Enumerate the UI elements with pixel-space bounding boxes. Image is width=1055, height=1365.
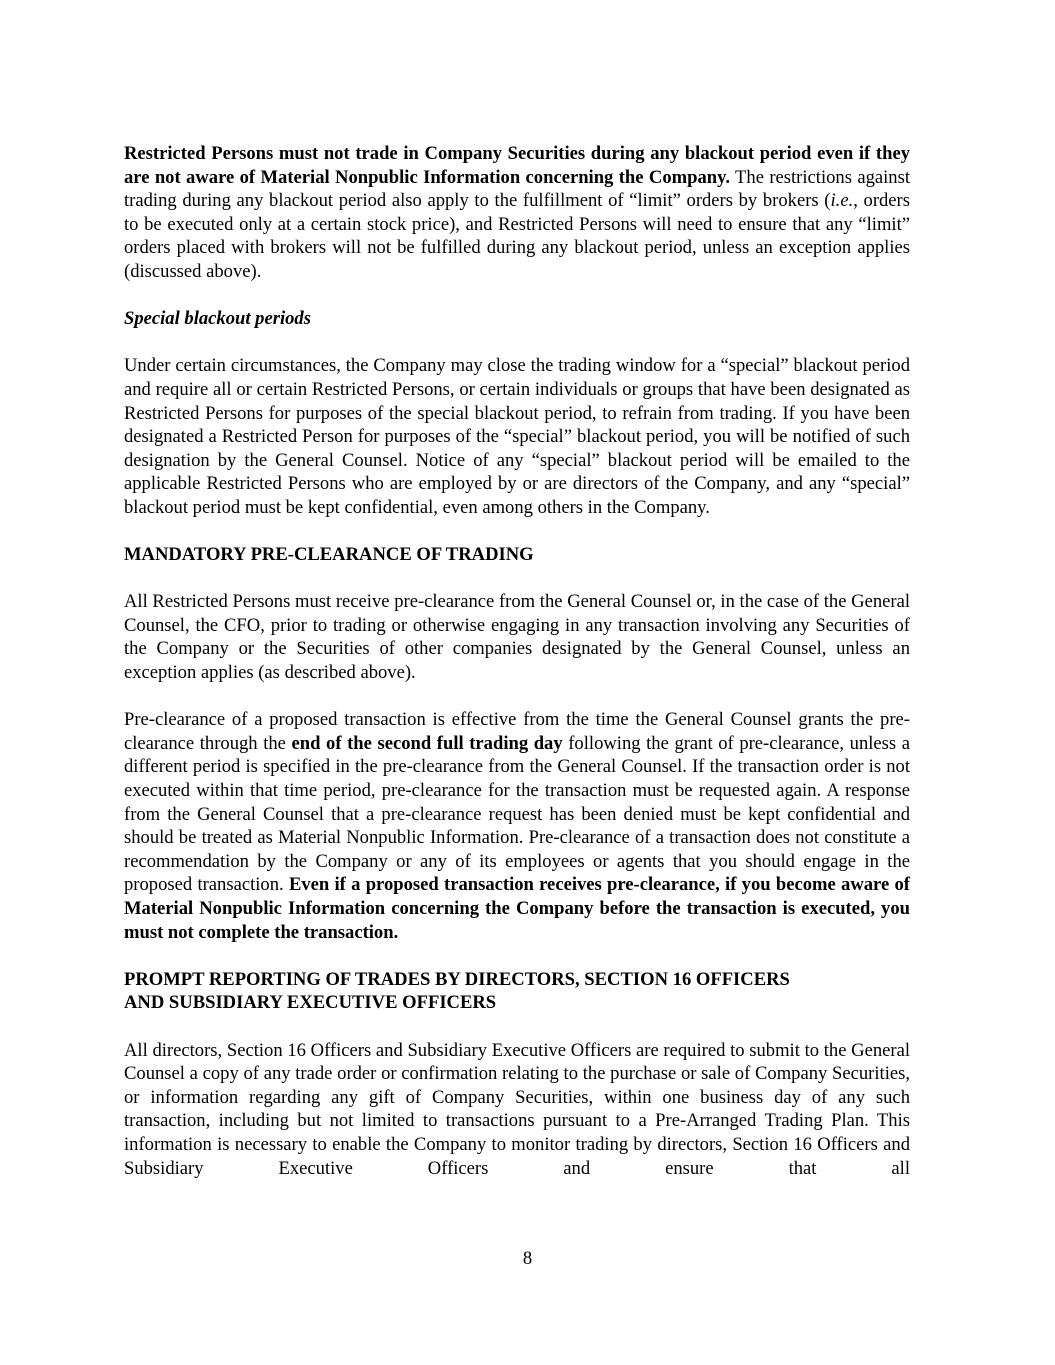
prompt-reporting-paragraph: All directors, Section 16 Officers and Subsidiary Executive Officers are required to submit to the General Counsel a copy of any trade order or confirmation relating to the purchase or sale of Company Securities, or information regarding any gift of Company Securities, within one business day of any such transaction, including but not limited to transactions pursuant to a Pre-Arranged Trading Plan. This information is necessary to enable the Company to monitor trading by directors, Section 16 Officers and Subsidiary Executive Officers and ensure that all	[124, 1039, 910, 1179]
pre-clearance-paragraph-2	[124, 708, 910, 944]
pre-clearance-paragraph-1: All Restricted Persons must receive pre-clearance from the General Counsel or, in the case of the General Counsel, the CFO, prior to trading or otherwise engaging in any transaction involving any Securities of the Company or the Securities of other companies designated by the General Counsel, unless an exception applies (as described above).	[124, 591, 910, 684]
blackout-bold-lead: Restricted Persons must not trade in Company Securities during any blackout period even if they are not aware of Material Nonpublic Information concerning the Company.	[124, 143, 910, 188]
blackout-text-part-2: , orders to be executed only at a certain stock price), and Restricted Persons will need to ensure that any “limit” orders placed with brokers will not be fulfilled during any blackout period, unless an exception applies (discussed above).	[124, 190, 910, 282]
prompt-reporting-heading-line-2: AND SUBSIDIARY EXECUTIVE OFFICERS	[124, 992, 497, 1014]
blackout-restriction-paragraph	[124, 142, 910, 284]
special-blackout-paragraph: Under certain circumstances, the Company may close the trading window for a “special” blackout period and require all or certain Restricted Persons, or certain individuals or groups that have been designated as Restricted Persons for purposes of the special blackout period, to refrain from trading. If you have been designated a Restricted Person for purposes of the “special” blackout period, you will be notified of such designation by the General Counsel. Notice of any “special” blackout period will be emailed to the applicable Restricted Persons who are employed by or are directors of the Company, and any “special” blackout period must be kept confidential, even among others in the Company.	[124, 355, 910, 518]
page-number: 8	[522, 1248, 533, 1269]
pre-clearance-text-part-2: following the grant of pre-clearance, unless a different period is specified in the pre-clearance from the General Counsel. If the transaction order is not executed within that time period, pre-clearance for the transaction must be requested again. A response from the General Counsel that a pre-clearance request has been denied must be kept confidential and should be treated as Material Nonpublic Information. Pre-clearance of a transaction does not constitute a recommendation by the Company or any of its employees or agents that you should engage in the proposed transaction.	[124, 732, 910, 896]
special-blackout-heading: Special blackout periods	[124, 308, 311, 330]
document-page	[124, 142, 910, 1204]
trading-day-emphasis: end of the second full trading day	[291, 732, 563, 754]
prompt-reporting-heading	[124, 968, 910, 1015]
prompt-reporting-heading-line-1: PROMPT REPORTING OF TRADES BY DIRECTORS, SECTION 16 OFFICERS	[124, 968, 790, 990]
ie-abbreviation: i.e.	[830, 190, 854, 212]
pre-clearance-bold-warning: Even if a proposed transaction receives pre-clearance, if you become aware of Material Nonpublic Information concerning the Company before the transaction is executed, you must not complete the transaction.	[124, 874, 910, 943]
pre-clearance-text-part-1: Pre-clearance of a proposed transaction is effective from the time the General Counsel grants the pre-clearance through the	[124, 709, 910, 754]
pre-clearance-heading: MANDATORY PRE-CLEARANCE OF TRADING	[124, 544, 534, 566]
blackout-text-part-1: The restrictions against trading during any blackout period also apply to the fulfillment of “limit” orders by brokers (	[124, 166, 910, 212]
